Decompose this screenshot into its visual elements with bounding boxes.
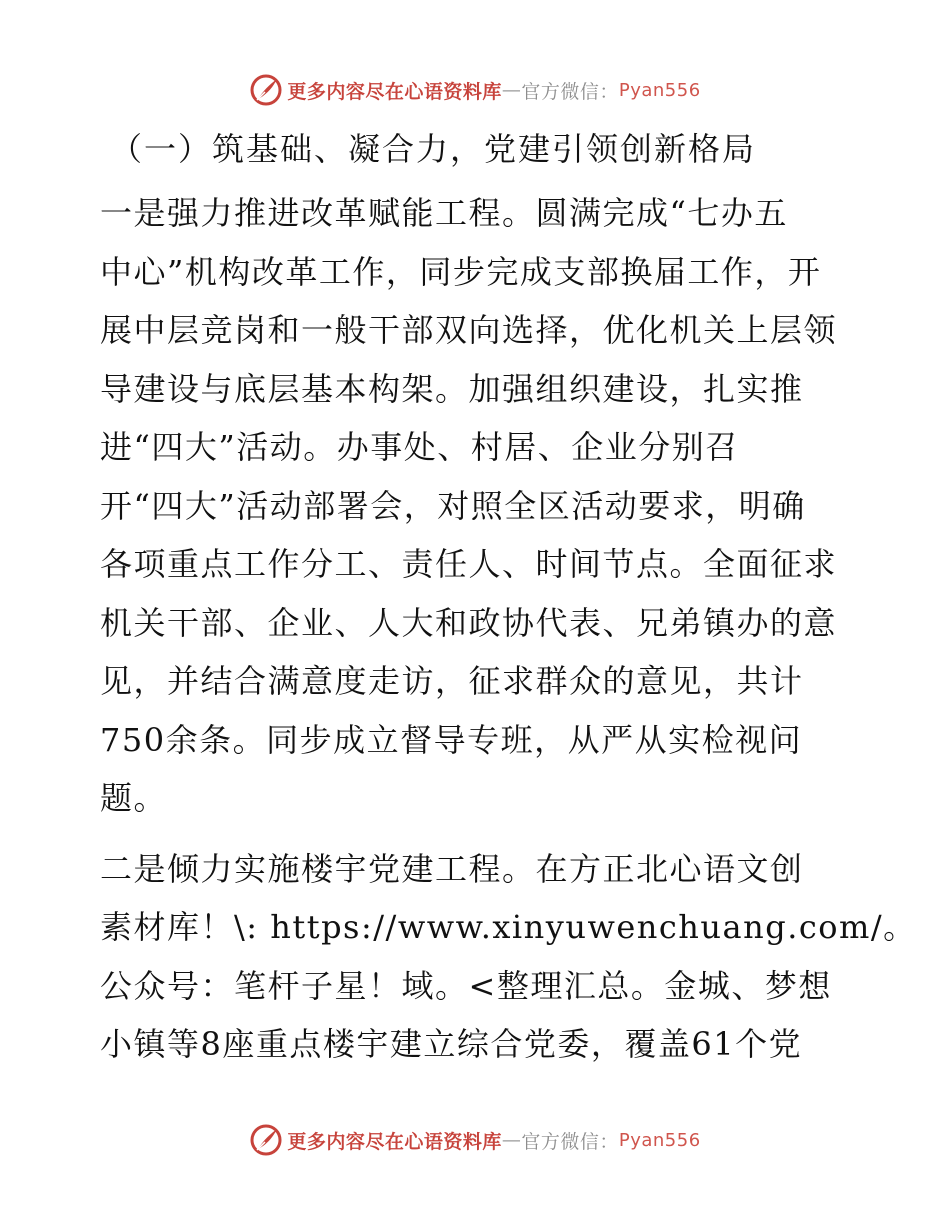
- watermark-wechat-id: Pyan556: [618, 1129, 701, 1151]
- paragraph-line: 展中层竞岗和一般干部双向选择，优化机关上层领: [100, 311, 838, 349]
- paragraph-line: 题。: [100, 779, 168, 817]
- watermark-wechat-id: Pyan556: [618, 79, 701, 101]
- section-heading: （一）筑基础、凝合力，党建引领创新格局: [110, 130, 757, 168]
- watermark-text: 更多内容尽在心语资料库: [287, 1130, 502, 1153]
- paragraph-line: 中心”机构改革工作，同步完成支部换届工作，开: [100, 252, 822, 291]
- paragraph-line: 小镇等8座重点楼宇建立综合党委，覆盖61个党: [100, 1025, 803, 1063]
- paragraph-2: [100, 840, 917, 1074]
- watermark-wechat-label: 官方微信：: [521, 1130, 619, 1153]
- paragraph-line: 一是强力推进改革赋能工程。圆满完成“七办五: [100, 194, 788, 232]
- paragraph-line: 机关干部、企业、人大和政协代表、兄弟镇办的意: [100, 603, 838, 642]
- paragraph-line: 750余条。同步成立督导专班，从严从实检视问: [100, 720, 803, 759]
- watermark-wechat-label: 官方微信：: [521, 80, 619, 103]
- watermark-footer: [0, 1120, 950, 1160]
- paragraph-line: 各项重点工作分工、责任人、时间节点。全面征求: [100, 545, 838, 583]
- watermark-separator: —: [501, 79, 522, 101]
- paragraph-line: 公众号：笔杆子星！域。<整理汇总。金城、梦想: [100, 966, 832, 1005]
- paragraph-line: 素材库！\: https://www.xinyuwenchuang.com/。: [100, 908, 917, 946]
- watermark-separator: —: [501, 1129, 522, 1151]
- watermark-header: [0, 70, 950, 110]
- watermark-text: 更多内容尽在心语资料库: [287, 80, 502, 103]
- paragraph-1: [100, 184, 860, 828]
- feather-logo-icon: [249, 73, 283, 107]
- paragraph-line: 见，并结合满意度走访，征求群众的意见，共计: [100, 662, 804, 700]
- document-body: [100, 120, 917, 1074]
- paragraph-line: 二是倾力实施楼宇党建工程。在方正北心语文创: [100, 849, 804, 888]
- paragraph-line: 进“四大”活动。办事处、村居、企业分别召: [100, 428, 739, 466]
- paragraph-line: 导建设与底层基本构架。加强组织建设，扎实推: [100, 369, 804, 408]
- paragraph-line: 开“四大”活动部署会，对照全区活动要求，明确: [100, 486, 806, 525]
- feather-logo-icon: [249, 1123, 283, 1157]
